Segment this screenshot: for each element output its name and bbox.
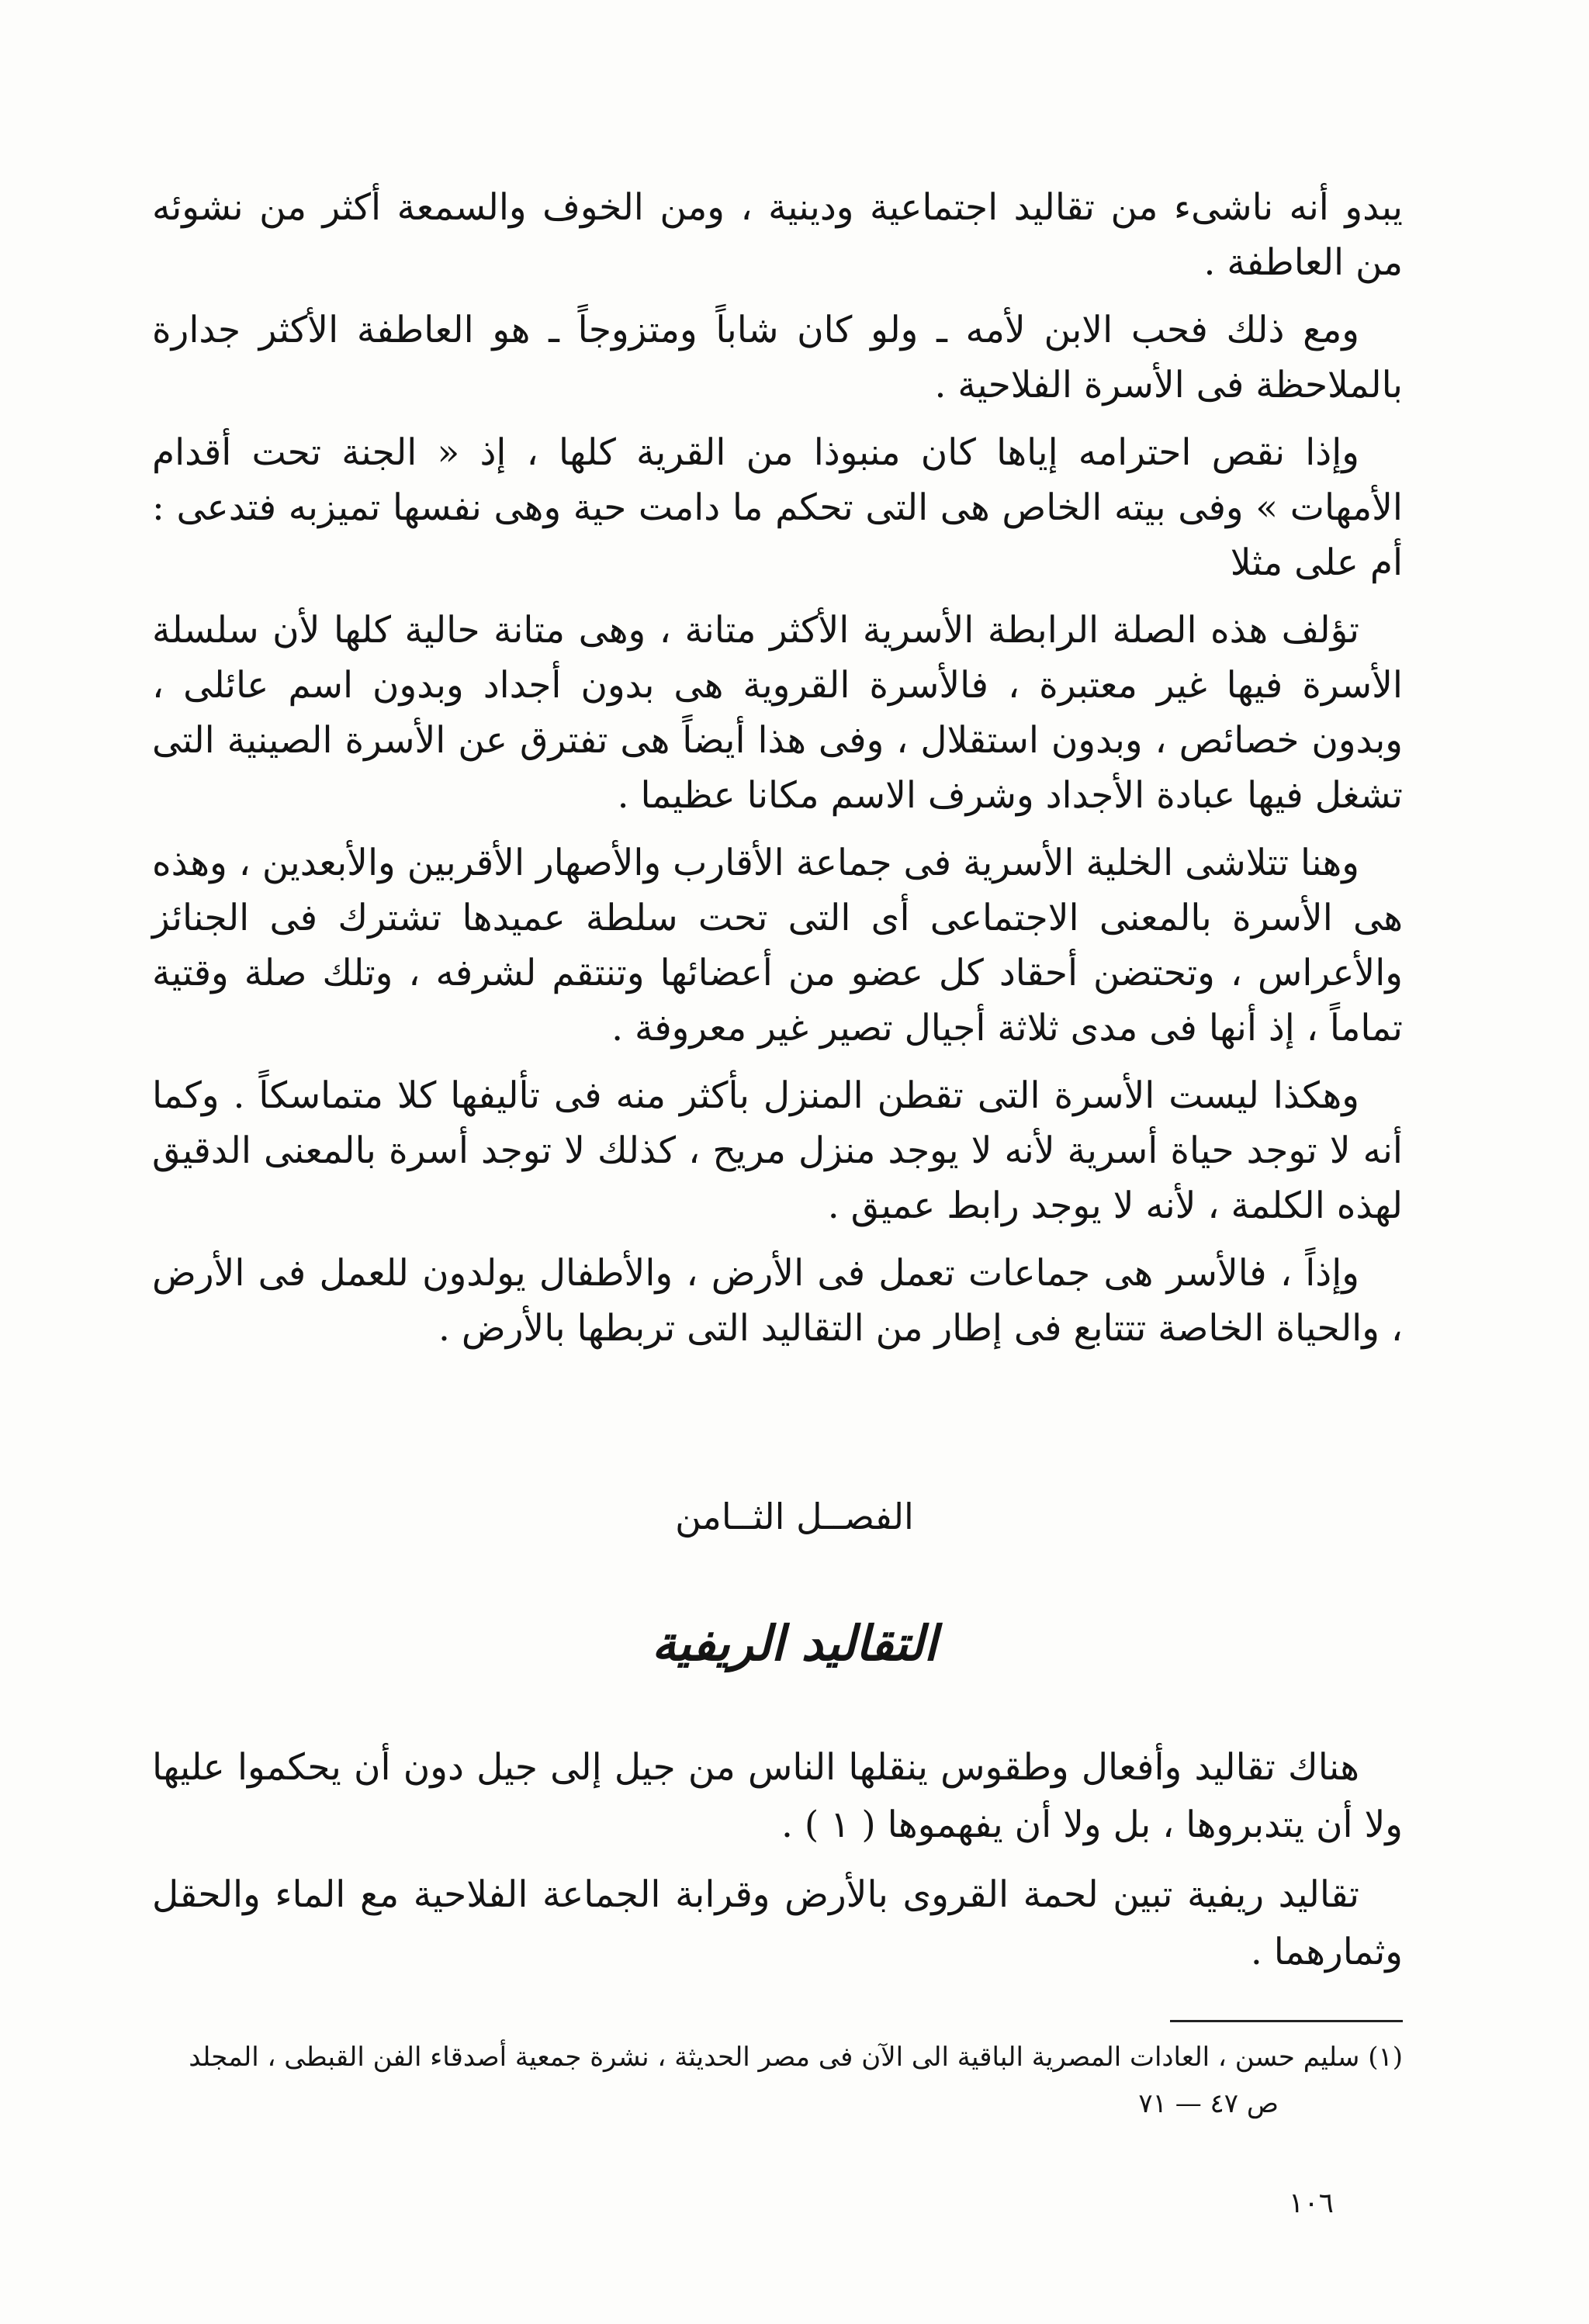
paragraph: تقاليد ريفية تبين لحمة القروى بالأرض وقرابة الجماعة الفلاحية مع الماء والحقل وثمارهما . xyxy=(152,1873,1403,1973)
footnote-text: (١) سليم حسن ، العادات المصرية الباقية الى الآن فى مصر الحديثة ، نشرة جمعية أصدقاء الفن القبطى ، المجلد xyxy=(189,2042,1403,2073)
paragraph: وهكذا ليست الأسرة التى تقطن المنزل بأكثر منه فى تأليفها كلا متماسكاً . وكما أنه لا توجد حياة أسرية لأنه لا يوجد منزل مريح ، كذلك لا توجد أسرة بالمعنى الدقيق لهذه الكلمة ، لأنه لا يوجد رابط عميق . xyxy=(152,1074,1403,1227)
paragraph: وإذاً ، فالأسر هى جماعات تعمل فى الأرض ، والأطفال يولدون للعمل فى الأرض ، والحياة الخاصة تتتابع فى إطار من التقاليد التى تربطها بالأرض . xyxy=(152,1252,1403,1350)
body-text-top xyxy=(152,180,1403,1368)
paragraph: يبدو أنه ناشىء من تقاليد اجتماعية ودينية ، ومن الخوف والسمعة أكثر من نشوئه من العاطفة . xyxy=(152,186,1403,284)
body-text-bottom xyxy=(152,1739,1403,1994)
paragraph: تؤلف هذه الصلة الرابطة الأسرية الأكثر متانة ، وهى متانة حالية كلها لأن سلسلة الأسرة فيها غير معتبرة ، فالأسرة القروية هى بدون أجداد وبدون اسم عائلى ، وبدون خصائص ، وبدون استقلال ، وفى هذا أيضاً هى تفترق عن الأسرة الصينية التى تشغل فيها عبادة الأجداد وشرف الاسم مكانا عظيما . xyxy=(152,609,1403,817)
paragraph: وهنا تتلاشى الخلية الأسرية فى جماعة الأقارب والأصهار الأقربين والأبعدين ، وهذه هى الأسرة بالمعنى الاجتماعى أى التى تحت سلطة عميدها تشترك فى الجنائز والأعراس ، وتحتضن أحقاد كل عضو من أعضائها وتنتقم لشرفه ، وتلك صلة وقتية تماماً ، إذ أنها فى مدى ثلاثة أجيال تصير غير معروفة . xyxy=(152,842,1403,1050)
footnote-pages: ص ٤٧ — ٧١ xyxy=(1138,2088,1279,2119)
paragraph: وإذا نقص احترامه إياها كان منبوذا من القرية كلها ، إذ « الجنة تحت أقدام الأمهات » وفى بيته الخاص هى التى تحكم ما دامت حية وهى نفسها تميزبه فتدعى : أم على مثلا xyxy=(152,431,1403,584)
page-number: ١٠٦ xyxy=(1288,2187,1334,2219)
footnote-divider xyxy=(1170,2020,1403,2022)
paragraph: ومع ذلك فحب الابن لأمه ـ ولو كان شاباً ومتزوجاً ـ هو العاطفة الأكثر جدارة بالملاحظة فى الأسرة الفلاحية . xyxy=(152,309,1403,406)
chapter-label: الفصــل الثــامن xyxy=(675,1496,914,1537)
chapter-title: التقاليد الريفية xyxy=(652,1615,937,1672)
paragraph: هناك تقاليد وأفعال وطقوس ينقلها الناس من جيل إلى جيل دون أن يحكموا عليها ولا أن يتدبروها ، بل ولا أن يفهموها ( ١ ) . xyxy=(152,1746,1403,1846)
footnote xyxy=(152,2034,1403,2127)
